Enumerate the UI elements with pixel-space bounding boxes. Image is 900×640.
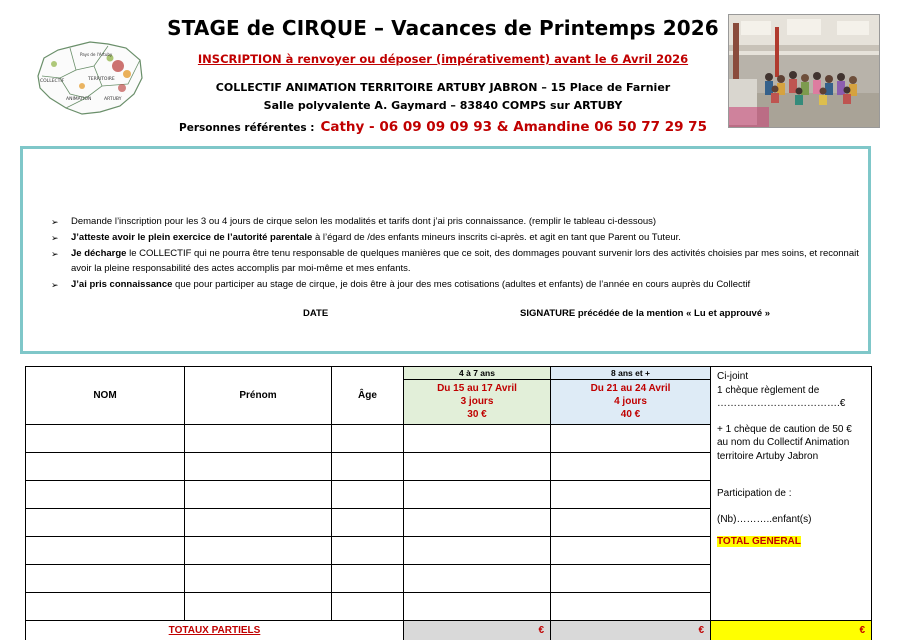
territory-map-logo <box>30 36 148 118</box>
col-header-prenom: Prénom <box>185 367 332 425</box>
logo-label-2: ANIMATION <box>66 97 92 102</box>
session-1-dates: Du 15 au 17 Avril <box>437 383 517 394</box>
caution-text: + 1 chèque de caution de 50 € au nom du Collectif Animation territoire Artuby Jabron <box>717 423 852 462</box>
session-2-header <box>551 367 711 425</box>
signature-label: SIGNATURE précédée de la mention « Lu et approuvé » <box>520 308 771 319</box>
session-2-days: 4 jours <box>614 396 647 407</box>
cheque-text: 1 chèque règlement de <box>717 384 820 396</box>
circus-group-photo <box>728 14 880 128</box>
nb-enfants-field[interactable]: (Nb)………..enfant(s) <box>717 513 812 525</box>
logo-label-4: ARTUBY <box>104 97 122 102</box>
session-1-total[interactable]: € <box>404 621 551 640</box>
logo-label-1: COLLECTIF <box>40 79 65 84</box>
ci-joint-text: Ci-joint <box>717 371 749 382</box>
registration-table <box>25 366 872 640</box>
arrow-bullet-icon: ➢ <box>51 233 59 243</box>
participation-text: Participation de : <box>717 488 792 499</box>
declaration-item: ➢ Je décharge le COLLECTIF qui ne pourra être tenu responsable de quelques manières que ce soit, des dommages pouvant survenir lors des activités choisies par mes soins, et reconnait avoir la pleine responsabilité des actes accomplis par moi-même et mes enfants. <box>51 248 859 274</box>
totaux-partiels-label: TOTAUX PARTIELS <box>26 621 404 640</box>
session-2-dates: Du 21 au 24 Avril <box>590 383 671 394</box>
col-header-nom: NOM <box>26 367 185 425</box>
payment-info-cell <box>711 367 872 621</box>
organisation-address: COLLECTIF ANIMATION TERRITOIRE ARTUBY JABRON – 15 Place de Farnier <box>215 81 671 94</box>
totals-row <box>26 621 872 640</box>
session-1-age: 4 à 7 ans <box>404 367 550 380</box>
date-label: DATE <box>303 308 329 319</box>
session-2-price: 40 € <box>620 409 641 420</box>
col-header-age: Âge <box>332 367 404 425</box>
arrow-bullet-icon: ➢ <box>51 217 59 227</box>
session-1-days: 3 jours <box>460 396 494 407</box>
logo-label-0: Pays de l'Artuby <box>80 52 113 57</box>
session-2-age: 8 ans et + <box>551 367 710 380</box>
venue-address: Salle polyvalente A. Gaymard – 83840 COMPS sur ARTUBY <box>263 99 623 112</box>
declaration-list <box>51 215 861 294</box>
arrow-bullet-icon: ➢ <box>51 249 59 259</box>
total-general-label: TOTAL GENERAL <box>717 536 801 547</box>
page-title: STAGE de CIRQUE – Vacances de Printemps 2026 <box>167 16 719 40</box>
logo-label-3: TERRITOIRE <box>88 77 115 82</box>
registration-form-box <box>20 146 871 354</box>
declaration-item: ➢ Demande l’inscription pour les 3 ou 4 jours de cirque selon les modalités et tarifs dont j’ai pris connaissance. (remplir le tableau ci-dessous) <box>51 215 861 230</box>
cheque-amount-field[interactable]: ……………………………….€ <box>717 398 846 409</box>
contact-persons <box>160 116 726 135</box>
session-1-header <box>404 367 551 425</box>
declaration-item: ➢ J’ai pris connaissance que pour participer au stage de cirque, je dois être à jour des mes cotisations (adultes et enfants) de l’année en cours auprès du Collectif <box>51 278 861 293</box>
contacts-value: Cathy - 06 09 09 09 93 & Amandine 06 50 77 29 75 <box>320 119 707 135</box>
grand-total[interactable]: € <box>711 621 872 640</box>
session-2-total[interactable]: € <box>551 621 711 640</box>
deadline-notice: INSCRIPTION à renvoyer ou déposer (impérativement) avant le 6 Avril 2026 <box>197 52 689 66</box>
declaration-item: ➢ J’atteste avoir le plein exercice de l’autorité parentale à l’égard de /des enfants mineurs inscrits ci-après. et agit en tant que Parent ou Tuteur. <box>51 231 861 246</box>
arrow-bullet-icon: ➢ <box>51 279 59 290</box>
contacts-label: Personnes référentes : <box>179 122 315 134</box>
session-1-price: 30 € <box>467 409 487 420</box>
